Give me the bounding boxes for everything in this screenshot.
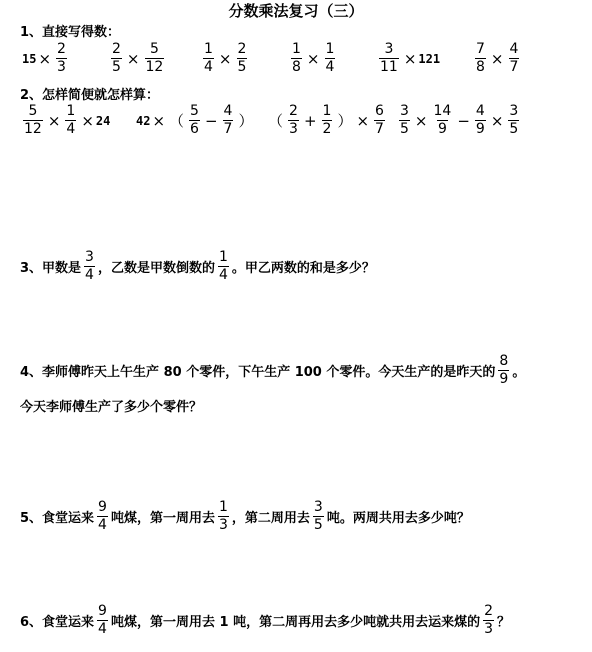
- fraction: [203, 42, 214, 75]
- numerator: 14: [433, 103, 452, 119]
- numerator: 1: [322, 103, 332, 119]
- q5-text-3: ，第二周用去: [231, 511, 310, 526]
- fraction: [97, 604, 108, 637]
- q6-text-2: 吨煤，第一周用去 1 吨，第二周再用去多少吨就共用去运来煤的: [110, 615, 481, 630]
- denominator: 7: [375, 121, 384, 137]
- fraction: [84, 250, 95, 283]
- fraction: [374, 104, 385, 137]
- numerator: 2: [57, 41, 66, 57]
- fraction: [498, 354, 509, 387]
- numerator: 2: [289, 103, 298, 119]
- fraction: [475, 42, 486, 75]
- times-sign: ×: [356, 111, 370, 130]
- q5-text-4: 吨。两周共用去多少吨？: [326, 511, 470, 526]
- q5-text-2: 吨煤，第一周用去: [110, 511, 215, 526]
- numerator: 6: [375, 103, 384, 119]
- fraction: [509, 42, 520, 75]
- s1-problem-2: [108, 42, 167, 75]
- s1-p5-integer: 121: [418, 51, 441, 66]
- times-sign: ×: [306, 49, 320, 68]
- fraction: [483, 604, 494, 637]
- page-title: 分数乘法复习（三）: [228, 2, 364, 20]
- numerator: 1: [66, 103, 76, 119]
- fraction: [218, 250, 229, 283]
- numerator: 3: [400, 103, 409, 119]
- times-sign: ×: [490, 49, 504, 68]
- numerator: 8: [499, 353, 509, 369]
- s1-problem-3: [200, 42, 250, 75]
- numerator: 2: [112, 41, 121, 57]
- denominator: 12: [24, 121, 42, 137]
- fraction: [145, 42, 165, 75]
- s2-problem-2: [136, 104, 255, 137]
- numerator: 1: [292, 41, 301, 57]
- numerator: 3: [313, 499, 323, 515]
- numerator: 4: [223, 103, 233, 119]
- q5-text-1: 5、食堂运来: [20, 511, 95, 526]
- denominator: 4: [218, 267, 228, 283]
- denominator: 9: [437, 121, 447, 137]
- numerator: 9: [98, 603, 107, 619]
- s1-p1-integer: 15: [22, 51, 37, 66]
- integer: 42: [136, 113, 151, 128]
- denominator: 5: [112, 59, 121, 75]
- denominator: 7: [223, 121, 233, 137]
- question-5: [20, 500, 470, 533]
- denominator: 6: [190, 121, 199, 137]
- q6-text-3: ？: [497, 615, 511, 630]
- numerator: 5: [28, 103, 38, 119]
- numerator: 5: [190, 103, 199, 119]
- right-paren: ）: [337, 112, 353, 130]
- times-sign: ×: [218, 49, 232, 68]
- denominator: 3: [289, 121, 298, 137]
- denominator: 5: [313, 517, 323, 533]
- s2-problem-4: [396, 104, 522, 137]
- s2-problem-3: [266, 104, 388, 137]
- section-2-heading: 2、怎样简便就怎样算：: [20, 88, 160, 103]
- plus-sign: +: [303, 111, 317, 130]
- s1-problem-4: [288, 42, 338, 75]
- fraction: [97, 500, 108, 533]
- minus-sign: −: [204, 111, 218, 130]
- numerator: 1: [218, 499, 228, 515]
- fraction: [475, 104, 486, 137]
- fraction: [508, 104, 519, 137]
- numerator: 1: [204, 41, 213, 57]
- fraction: [325, 42, 336, 75]
- fraction: [322, 104, 333, 137]
- denominator: 9: [499, 371, 509, 387]
- denominator: 8: [292, 59, 301, 75]
- section-1-heading: 1、直接写得数：: [20, 25, 121, 40]
- left-paren: （: [268, 112, 284, 130]
- denominator: 8: [476, 59, 485, 75]
- q3-text-3: 。甲乙两数的和是多少？: [231, 261, 375, 276]
- left-paren: （: [169, 112, 185, 130]
- s1-problem-1: [22, 42, 70, 75]
- times-sign: ×: [81, 111, 94, 130]
- question-4-line-2: 今天李师傅生产了多少个零件？: [20, 400, 203, 415]
- denominator: 3: [484, 621, 493, 637]
- fraction: [379, 42, 399, 75]
- times-sign: ×: [152, 111, 166, 130]
- denominator: 4: [204, 59, 213, 75]
- fraction: [313, 500, 324, 533]
- denominator: 12: [145, 59, 164, 75]
- numerator: 3: [85, 249, 94, 265]
- fraction: [218, 500, 229, 533]
- numerator: 4: [475, 103, 485, 119]
- denominator: 5: [509, 121, 519, 137]
- fraction: [433, 104, 453, 137]
- fraction: [111, 42, 122, 75]
- question-6: [20, 604, 510, 637]
- denominator: 4: [325, 59, 335, 75]
- fraction: [288, 104, 299, 137]
- q6-text-1: 6、食堂运来: [20, 615, 95, 630]
- fraction: [23, 104, 43, 137]
- numerator: 5: [149, 41, 159, 57]
- q3-text-2: ，乙数是甲数倒数的: [97, 261, 215, 276]
- integer: 24: [95, 113, 111, 128]
- numerator: 1: [218, 249, 228, 265]
- denominator: 3: [57, 59, 66, 75]
- q4-text-2: 。: [512, 365, 526, 380]
- numerator: 1: [325, 41, 335, 57]
- denominator: 4: [66, 121, 76, 137]
- s2-problem-1: [20, 104, 110, 137]
- denominator: 3: [218, 517, 228, 533]
- denominator: 11: [380, 59, 398, 75]
- minus-sign: −: [457, 111, 470, 130]
- denominator: 4: [85, 267, 94, 283]
- denominator: 5: [237, 59, 247, 75]
- right-paren: ）: [238, 112, 254, 130]
- denominator: 2: [322, 121, 332, 137]
- numerator: 9: [98, 499, 107, 515]
- denominator: 5: [400, 121, 409, 137]
- denominator: 9: [475, 121, 485, 137]
- fraction: [399, 104, 410, 137]
- question-4: [20, 354, 525, 387]
- s1-problem-5: [376, 42, 440, 75]
- fraction: [291, 42, 302, 75]
- fraction: [65, 104, 76, 137]
- fraction: [189, 104, 200, 137]
- numerator: 2: [237, 41, 247, 57]
- fraction: [56, 42, 67, 75]
- times-sign: ×: [403, 49, 417, 68]
- numerator: 2: [484, 603, 493, 619]
- numerator: 3: [509, 103, 519, 119]
- numerator: 4: [509, 41, 519, 57]
- times-sign: ×: [490, 111, 504, 130]
- numerator: 3: [384, 41, 394, 57]
- q4-text-1: 4、李师傅昨天上午生产 80 个零件，下午生产 100 个零件。今天生产的是昨天的: [20, 365, 496, 380]
- fraction: [237, 42, 248, 75]
- question-3: [20, 250, 375, 283]
- q3-text-1: 3、甲数是: [20, 261, 82, 276]
- times-sign: ×: [38, 49, 52, 68]
- denominator: 4: [98, 621, 107, 637]
- times-sign: ×: [414, 111, 428, 130]
- denominator: 7: [509, 59, 519, 75]
- fraction: [223, 104, 234, 137]
- times-sign: ×: [126, 49, 140, 68]
- s1-problem-6: [472, 42, 522, 75]
- denominator: 4: [98, 517, 107, 533]
- numerator: 7: [476, 41, 485, 57]
- times-sign: ×: [47, 111, 61, 130]
